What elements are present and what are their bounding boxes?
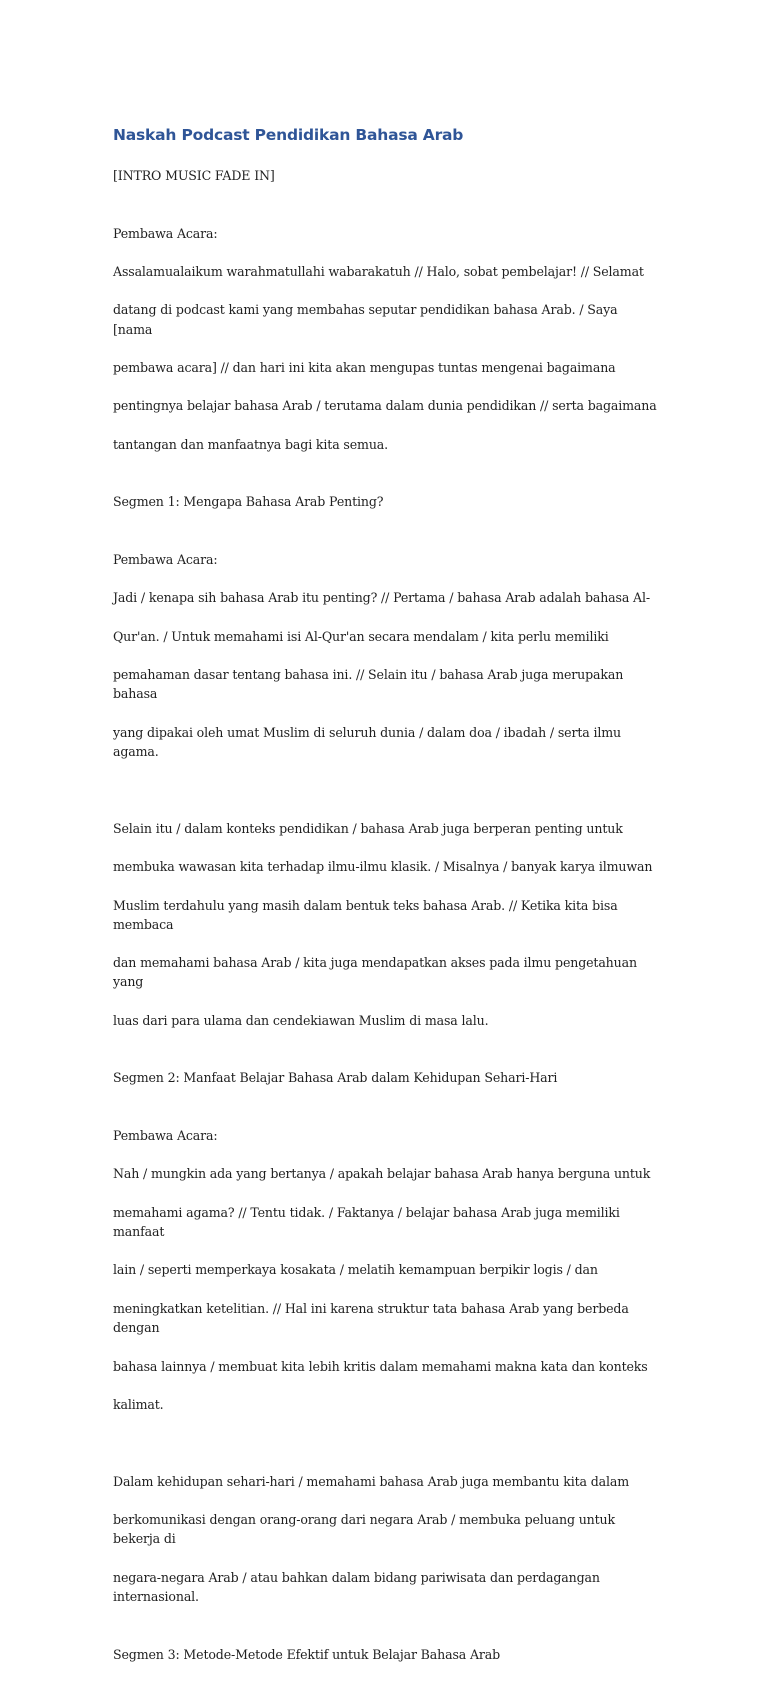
speaker-label: Pembawa Acara:	[113, 1128, 218, 1144]
intro-cue: [INTRO MUSIC FADE IN]	[113, 168, 275, 183]
paragraph-line: lain / seperti memperkaya kosakata / melatih kemampuan berpikir logis / dan	[113, 1262, 598, 1278]
paragraph-line: Muslim terdahulu yang masih dalam bentuk teks bahasa Arab. // Ketika kita bisa membaca	[113, 897, 618, 932]
paragraph-line: dan memahami bahasa Arab / kita juga mendapatkan akses pada ilmu pengetahuan yang	[113, 955, 637, 990]
paragraph-line: bahasa lainnya / membuat kita lebih kritis dalam memahami makna kata dan konteks	[113, 1358, 648, 1374]
paragraph-line: pemahaman dasar tentang bahasa ini. // Selain itu / bahasa Arab juga merupakan bahasa	[113, 667, 624, 702]
document-body	[113, 124, 658, 1683]
speaker-label: Pembawa Acara:	[113, 552, 218, 568]
segment-heading: Segmen 2: Manfaat Belajar Bahasa Arab dalam Kehidupan Sehari-Hari	[113, 1070, 558, 1086]
paragraph-line: Selain itu / dalam konteks pendidikan / bahasa Arab juga berperan penting untuk	[113, 820, 623, 836]
paragraph-line: Assalamualaikum warahmatullahi wabarakatuh // Halo, sobat pembelajar! // Selamat	[113, 264, 644, 279]
paragraph-line: Nah / mungkin ada yang bertanya / apakah belajar bahasa Arab hanya berguna untuk	[113, 1166, 651, 1182]
segment1-paragraph-1	[113, 531, 658, 781]
paragraph-line: Jadi / kenapa sih bahasa Arab itu penting? // Pertama / bahasa Arab adalah bahasa Al-	[113, 590, 650, 606]
document-title: Naskah Podcast Pendidikan Bahasa Arab	[113, 126, 464, 144]
paragraph-line: pentingnya belajar bahasa Arab / terutama dalam dunia pendidikan // serta bagaimana	[113, 398, 657, 414]
paragraph-line: tantangan dan manfaatnya bagi kita semua.	[113, 436, 388, 452]
paragraph-line: berkomunikasi dengan orang-orang dari negara Arab / membuka peluang untuk bekerja di	[113, 1512, 615, 1547]
paragraph-line: Qur'an. / Untuk memahami isi Al-Qur'an secara mendalam / kita perlu memiliki	[113, 628, 609, 644]
paragraph-line: datang di podcast kami yang membahas seputar pendidikan bahasa Arab. / Saya [nama	[113, 302, 618, 337]
paragraph-line: Dalam kehidupan sehari-hari / memahami bahasa Arab juga membantu kita dalam	[113, 1473, 630, 1489]
paragraph-line: luas dari para ulama dan cendekiawan Muslim di masa lalu.	[113, 1012, 489, 1028]
segment2-paragraph-1	[113, 1107, 658, 1433]
segment1-paragraph-2	[113, 800, 658, 1050]
segment2-paragraph-2	[113, 1453, 658, 1626]
speaker-label: Pembawa Acara:	[113, 225, 218, 241]
paragraph-line: kalimat.	[113, 1396, 164, 1412]
paragraph-line: memahami agama? // Tentu tidak. / Faktanya / belajar bahasa Arab juga memiliki manfaat	[113, 1204, 620, 1240]
paragraph-line: pembawa acara] // dan hari ini kita akan mengupas tuntas mengenai bagaimana	[113, 360, 616, 376]
opening-paragraph	[113, 204, 658, 473]
paragraph-line: meningkatkan ketelitian. // Hal ini karena struktur tata bahasa Arab yang berbeda dengan	[113, 1300, 629, 1336]
paragraph-line: negara-negara Arab / atau bahkan dalam bidang pariwisata dan perdagangan internasional.	[113, 1569, 600, 1604]
paragraph-line: membuka wawasan kita terhadap ilmu-ilmu klasik. / Misalnya / banyak karya ilmuwan	[113, 859, 653, 875]
segment-heading: Segmen 1: Mengapa Bahasa Arab Penting?	[113, 494, 384, 510]
segment-heading: Segmen 3: Metode-Metode Efektif untuk Belajar Bahasa Arab	[113, 1646, 501, 1662]
paragraph-line: yang dipakai oleh umat Muslim di seluruh dunia / dalam doa / ibadah / serta ilmu agama.	[113, 724, 621, 760]
